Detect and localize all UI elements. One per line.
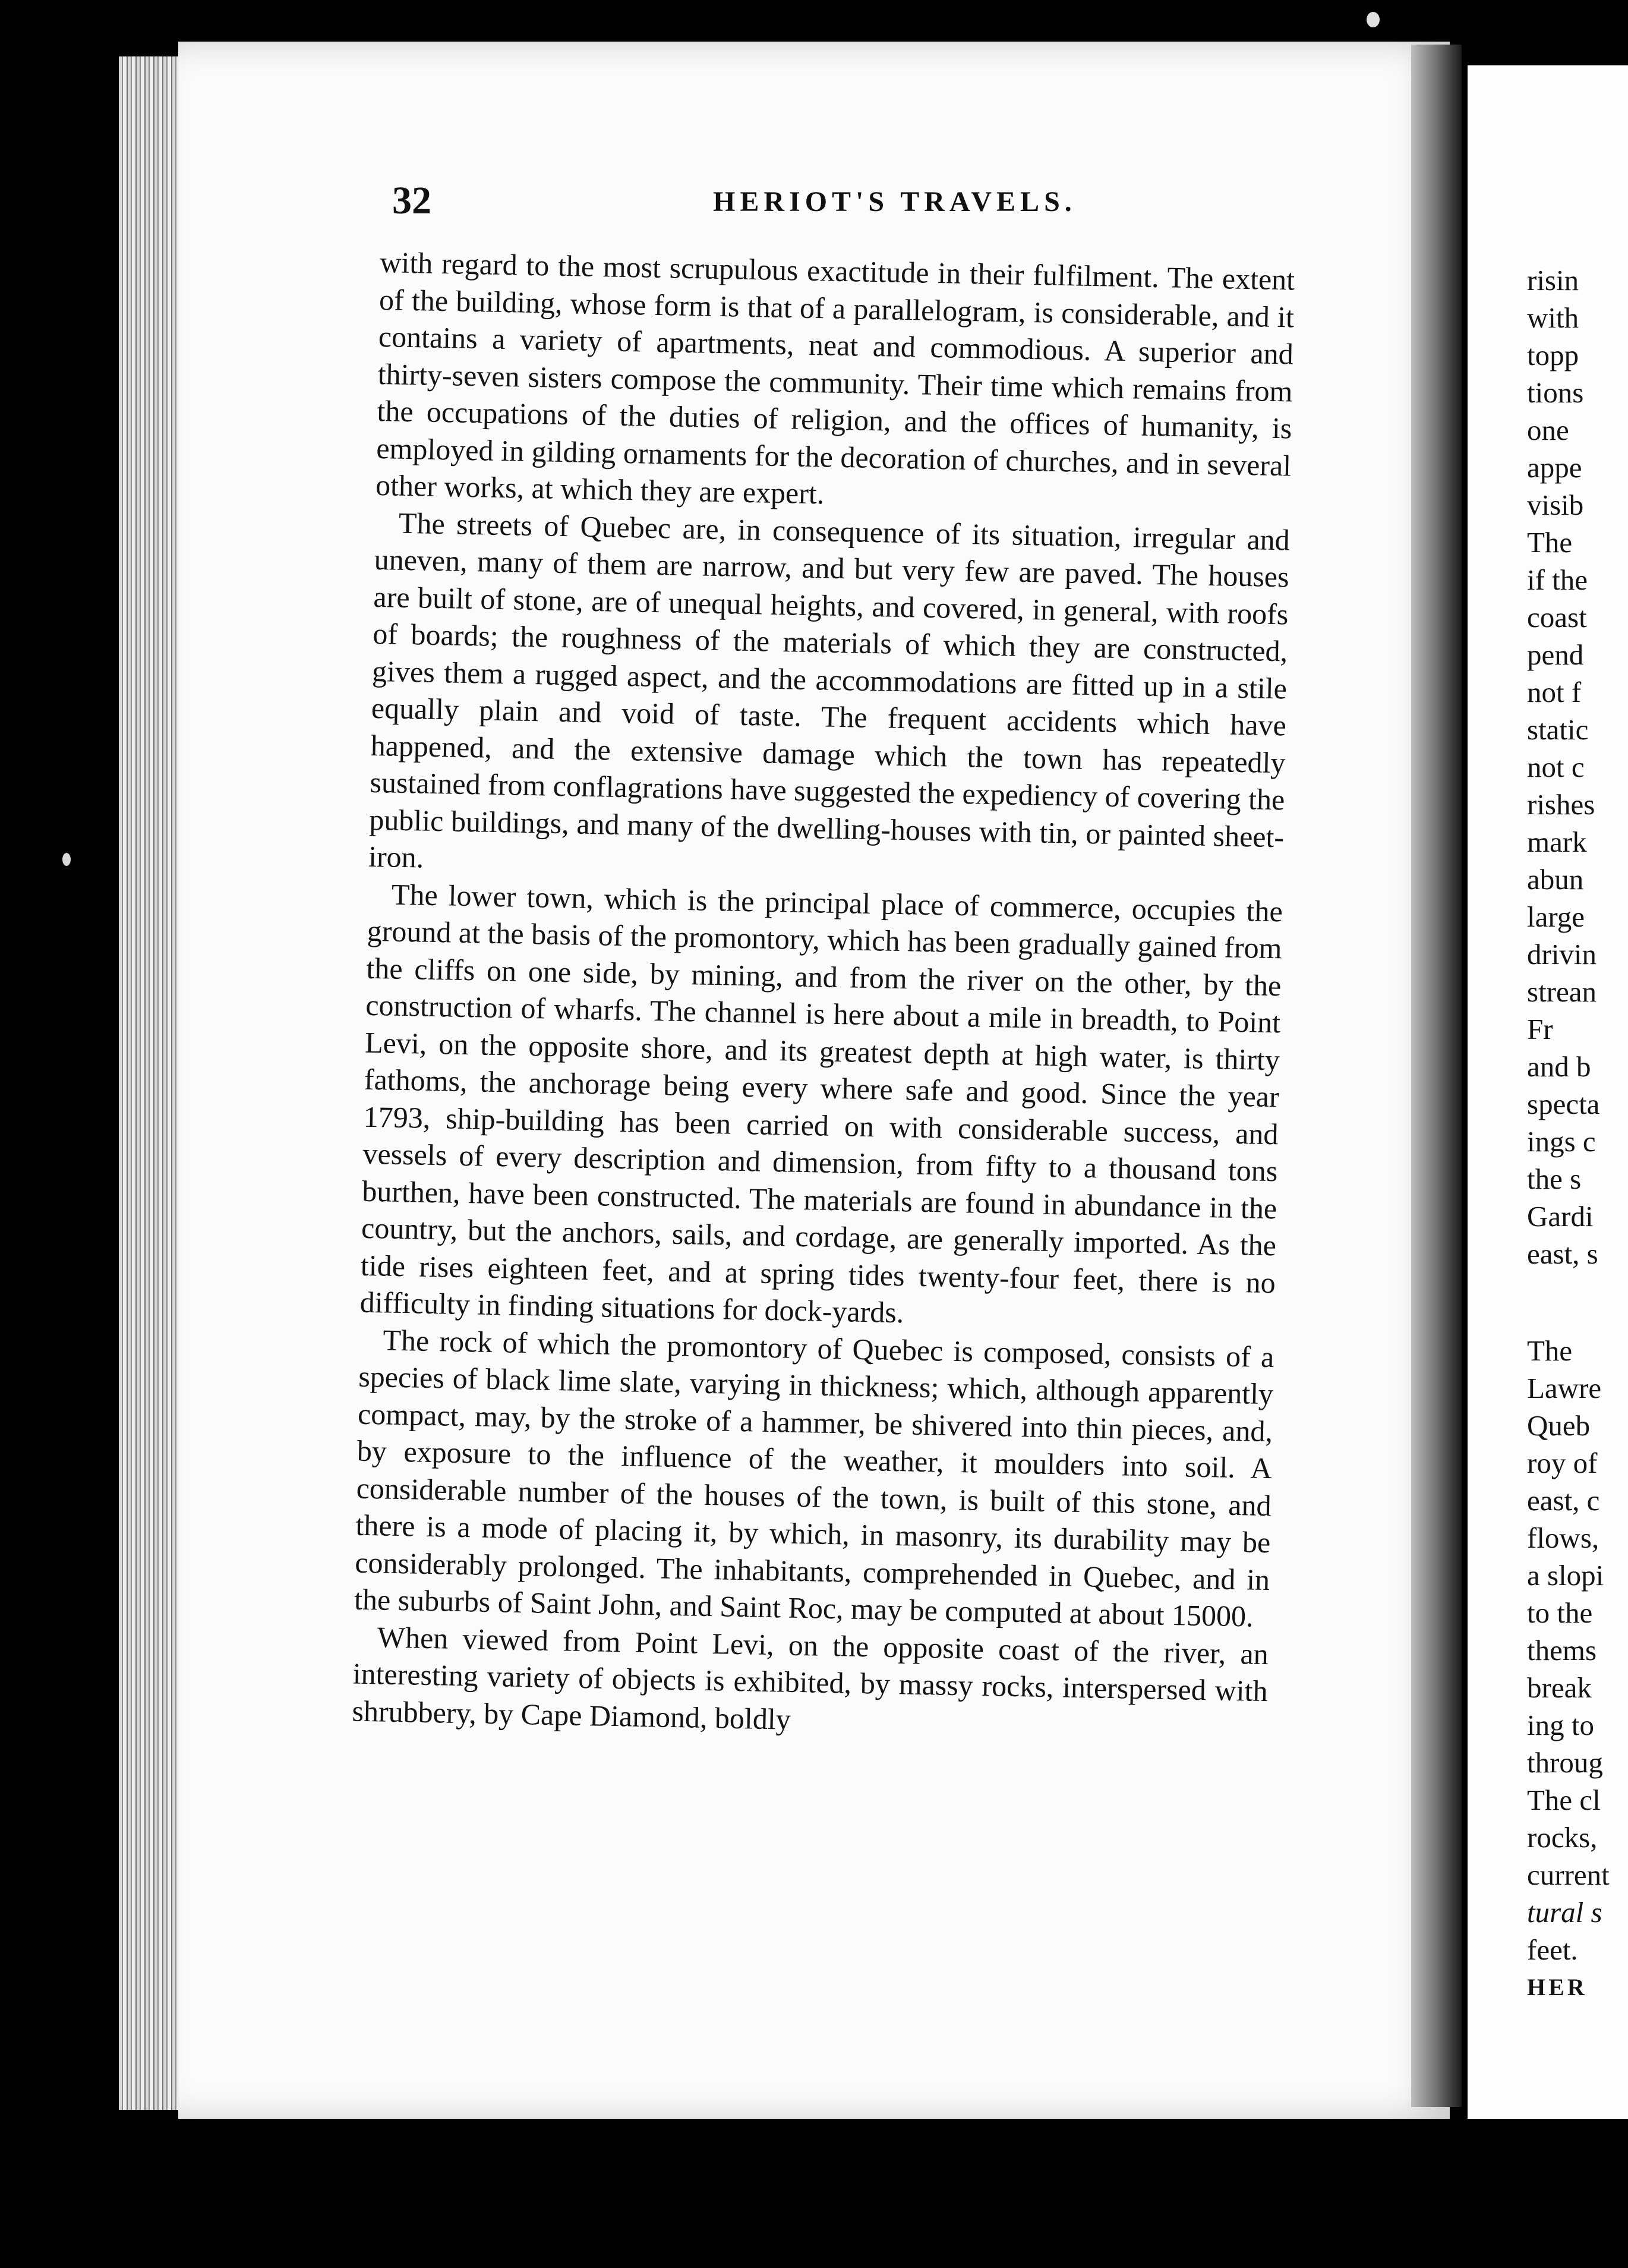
body-text	[346, 244, 1295, 2050]
right-page-line: drivin	[1527, 938, 1597, 971]
right-page-line: ing to	[1527, 1709, 1594, 1741]
right-page-line: if the	[1527, 563, 1588, 596]
right-page-line: topp	[1527, 339, 1579, 371]
right-page-line: east, s	[1527, 1237, 1598, 1270]
right-page-line: flows,	[1527, 1522, 1599, 1554]
right-page-line: not f	[1527, 676, 1582, 708]
right-page-line: large	[1527, 900, 1585, 933]
right-page-line: appe	[1527, 451, 1582, 484]
running-head-title: HERIOT'S TRAVELS.	[713, 186, 1077, 218]
right-page-line: and b	[1527, 1050, 1591, 1083]
right-page-line: ings c	[1527, 1125, 1596, 1158]
running-head	[392, 178, 1307, 250]
right-page-line: one	[1527, 414, 1569, 446]
scan-speck	[1367, 12, 1380, 27]
right-page-line: Queb	[1527, 1409, 1591, 1442]
right-page-line: not c	[1527, 751, 1585, 783]
right-page-line: to the	[1527, 1596, 1593, 1629]
right-page-line: Lawre	[1527, 1372, 1602, 1404]
right-page-line: roy of	[1527, 1447, 1598, 1479]
paragraph: When viewed from Point Levi, on the opposite coast of the river, an interesting variety of objects is exhibited, by massy rocks, interspersed with shrubbery, by Cape Diamond, boldly	[352, 1620, 1269, 1736]
right-page-line: current	[1527, 1858, 1610, 1891]
right-page-line: abun	[1527, 863, 1584, 896]
right-page-line: Gardi	[1527, 1200, 1594, 1233]
right-page-line: thems	[1527, 1634, 1597, 1667]
right-page-line: Fr	[1527, 1013, 1553, 1045]
right-page-line: strean	[1527, 975, 1597, 1008]
right-page-line: with	[1527, 301, 1579, 334]
right-page-line: tural s	[1527, 1896, 1602, 1929]
paragraph: The lower town, which is the principal place of commerce, occupies the ground at the basis of the promontory, which has been gradually gained from the cliffs on one side, by mining, and from the river on the other, by the construction of wharfs. The channel is here about a mile in breadth, to Point Levi, on the opposite shore, and its greatest depth at high water, is thirty fathoms, the anchorage being every where safe and good. Since the year 1793, ship-building has been carried on with considerable success, and vessels of every description and dimension, from fifty to a thousand tons burthen, have been constructed. The materials are found in abundance in the country, but the anchors, sails, and cordage, are generally imported. As the tide rises eighteen feet, and at spring tides twenty-four feet, there is no difficulty in finding situations for dock-yards.	[359, 877, 1283, 1330]
page-number: 32	[392, 179, 431, 222]
right-page-line: pend	[1527, 638, 1584, 671]
right-page-line: specta	[1527, 1088, 1600, 1120]
right-page-line: the s	[1527, 1163, 1582, 1195]
right-page-line: visib	[1527, 489, 1584, 521]
paragraph: The streets of Quebec are, in consequence of its situation, irregular and uneven, many of them are narrow, and but very few are paved. The houses are built of stone, are of unequal heights, and covered, in general, with roofs of boards; the roughness of the materials of which they are constructed, gives them a rugged aspect, and the accommodations are fitted up in a stile equally plain and void of taste. The frequent accidents which have happened, and the extensive damage which the town has repeatedly sustained from conflagrations have suggested the expediency of covering the public buildings, and many of the dwelling-houses with tin, or painted sheet-iron.	[368, 506, 1291, 874]
right-page-text	[1527, 262, 1628, 2001]
scan-speck	[62, 853, 71, 866]
right-page-line: The cl	[1527, 1784, 1601, 1816]
right-page-line: a slopi	[1527, 1559, 1604, 1592]
right-page-line: The	[1527, 526, 1573, 559]
right-page-line: The	[1527, 1334, 1573, 1367]
right-page-line: coast	[1527, 601, 1587, 634]
right-page-line: HER	[1527, 1974, 1588, 2001]
section-break	[1527, 1272, 1628, 1332]
right-page-line: risin	[1527, 264, 1579, 297]
right-page-line: throug	[1527, 1746, 1603, 1779]
right-page-line: static	[1527, 713, 1589, 746]
right-page-line: feet.	[1527, 1933, 1578, 1966]
right-page-line: tions	[1527, 376, 1584, 409]
right-page-line: east, c	[1527, 1484, 1600, 1517]
right-page-line: mark	[1527, 826, 1587, 858]
paragraph: with regard to the most scrupulous exactitude in their fulfilment. The extent of the building, whose form is that of a parallelogram, is considerable, and it contains a variety of apartments, neat and commodious. A superior and thirty-seven sisters compose the community. Their time which remains from the occupations of the duties of religion, and the offices of humanity, is employed in gilding ornaments for the decoration of churches, and in several other works, at which they are expert.	[375, 245, 1295, 511]
book-gutter	[1411, 45, 1462, 2107]
right-page-line: break	[1527, 1671, 1592, 1704]
right-page-line: rishes	[1527, 788, 1595, 821]
paragraph: The rock of which the promontory of Quebec is composed, consists of a species of black lime slate, varying in thickness; which, although apparently compact, may, by the stroke of a hammer, be shivered into thin pieces, and, by exposure to the influence of the weather, it moulders into soil. A considerable number of the houses of the town, is built of this stone, and there is a mode of placing it, by which, in masonry, its durability may be considerably prolonged. The inhabitants, comprehended in Quebec, and in the suburbs of Saint John, and Saint Roc, may be computed at about 15000.	[354, 1322, 1274, 1633]
right-page-line: rocks,	[1527, 1821, 1598, 1854]
